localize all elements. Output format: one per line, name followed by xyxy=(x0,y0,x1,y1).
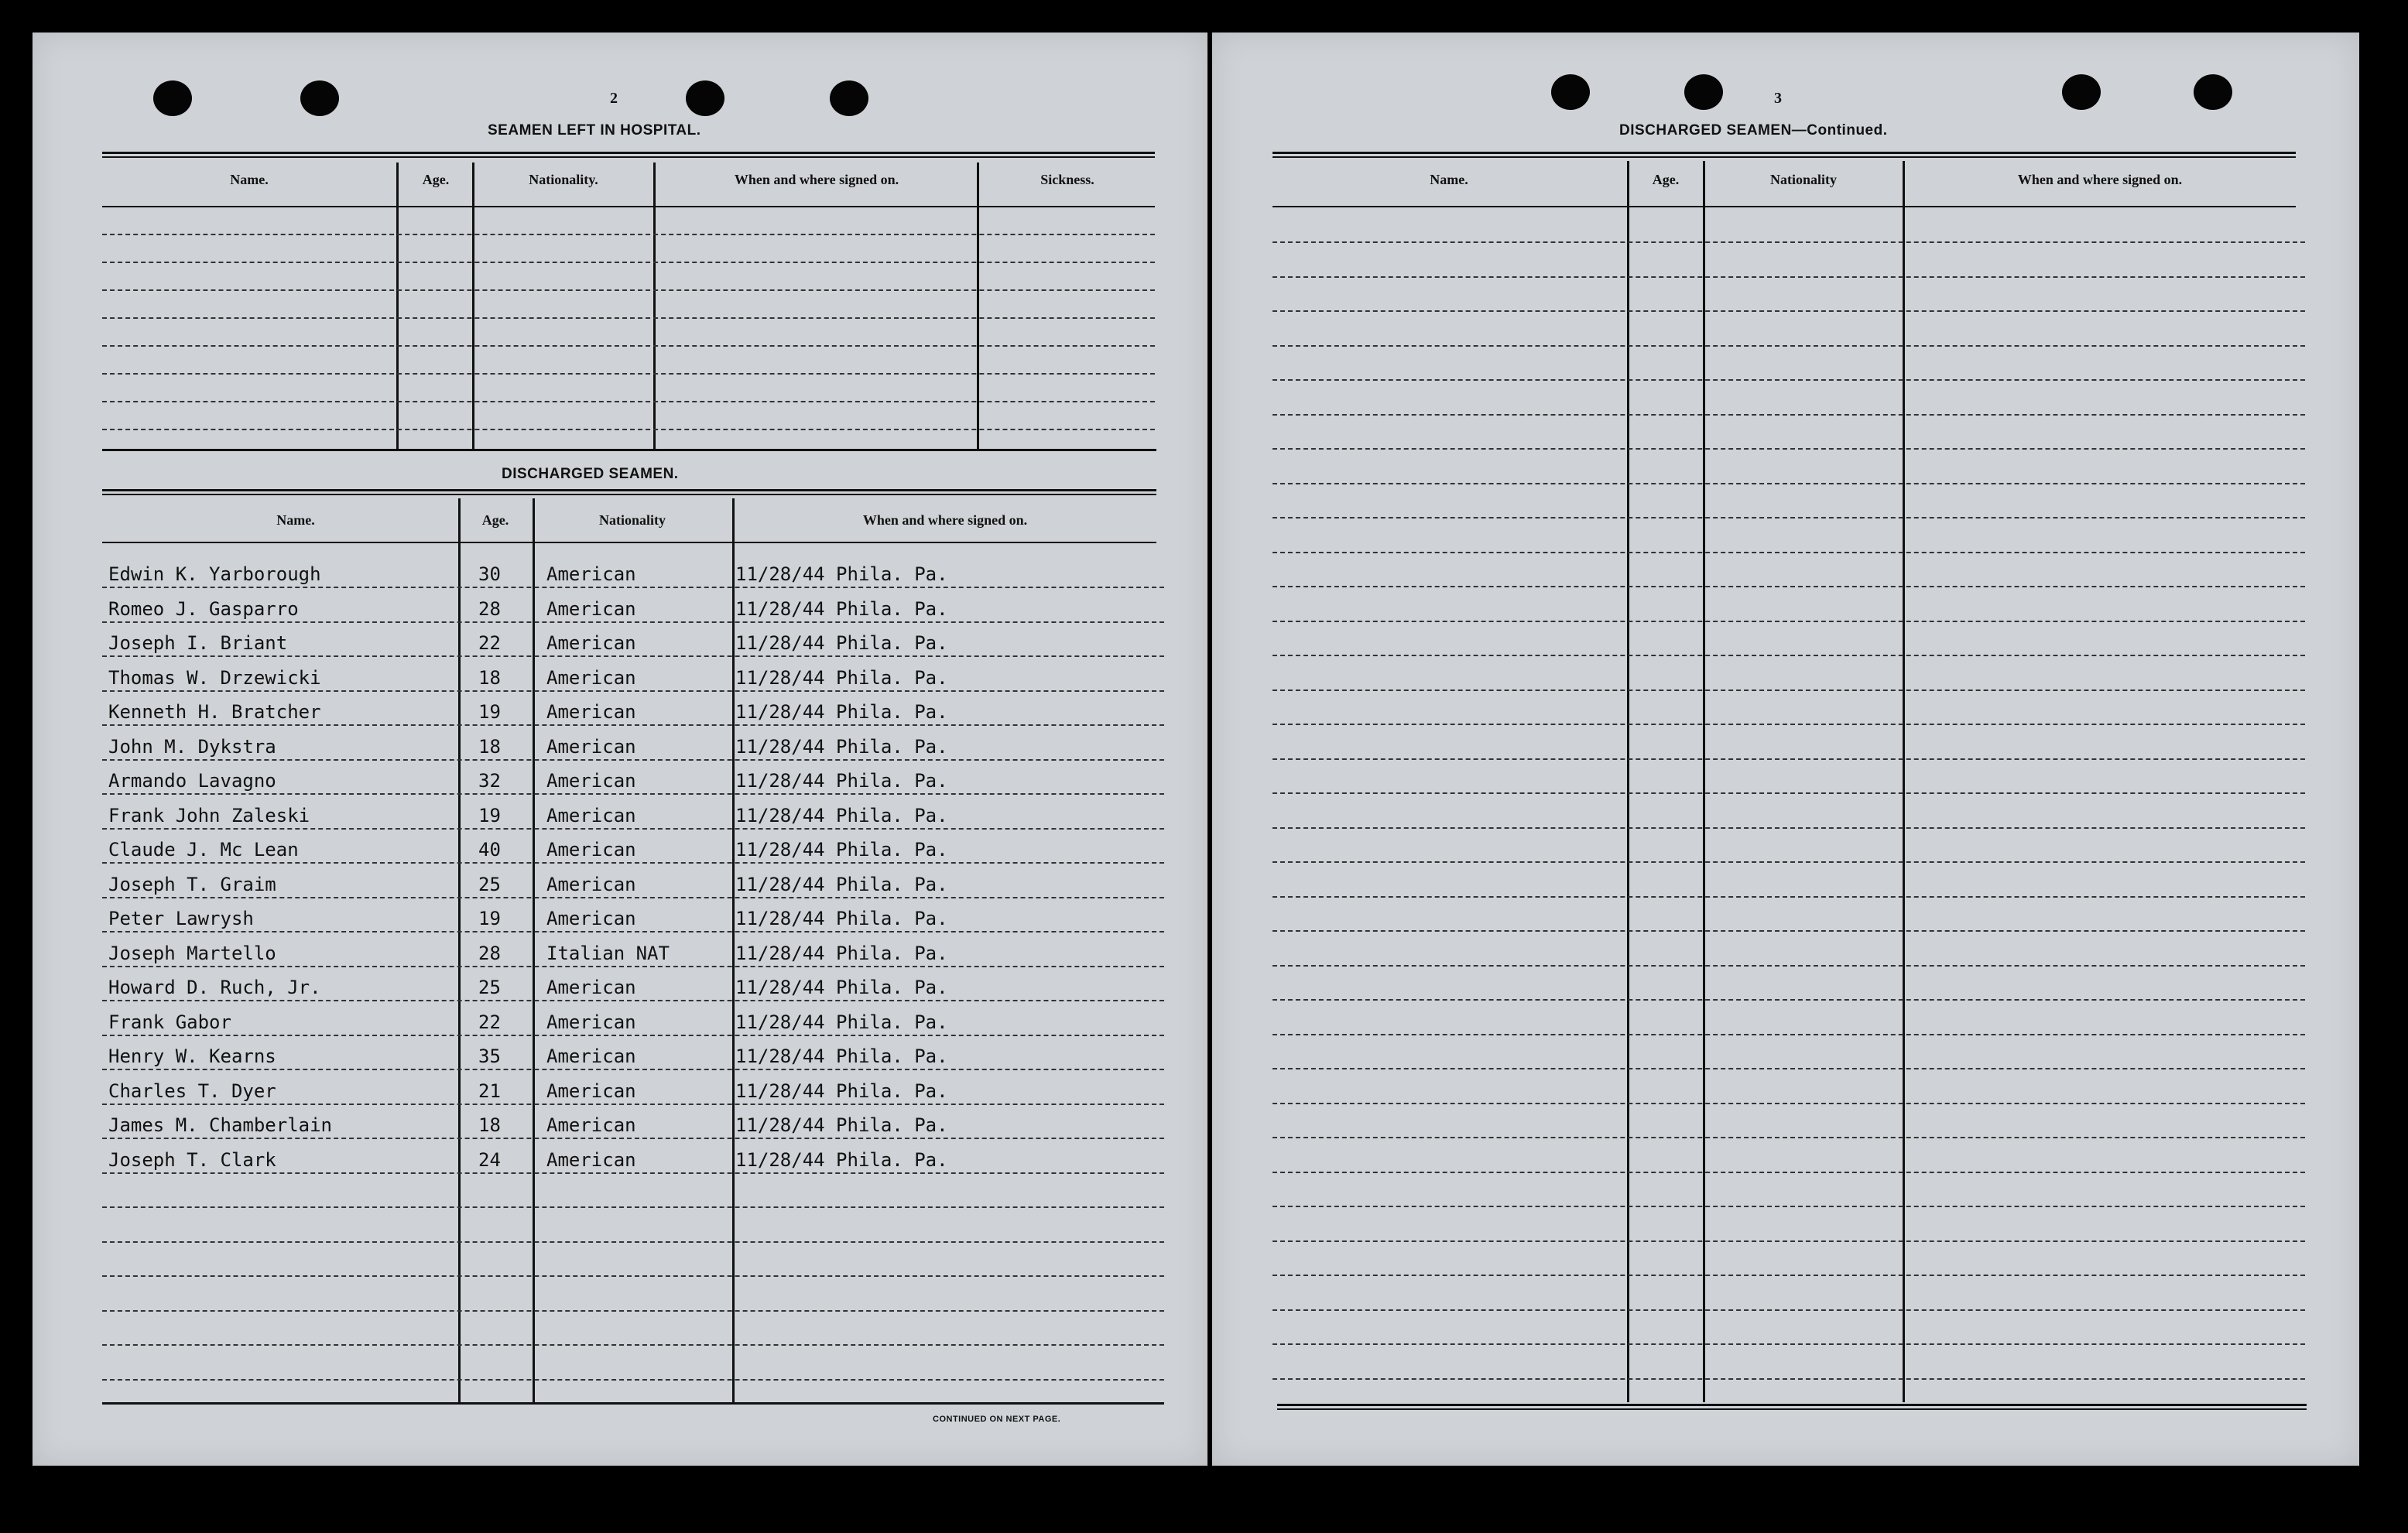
seaman-signed-on: 11/28/44 Phila. Pa. xyxy=(735,908,948,929)
seaman-signed-on: 11/28/44 Phila. Pa. xyxy=(735,942,948,964)
col-header-name: Name. xyxy=(230,172,269,187)
seaman-signed-on: 11/28/44 Phila. Pa. xyxy=(735,873,948,895)
punch-hole xyxy=(153,80,192,116)
seaman-signed-on: 11/28/44 Phila. Pa. xyxy=(735,701,948,723)
top-rule xyxy=(1273,152,2296,154)
ruled-line xyxy=(1273,1103,2305,1104)
punch-hole xyxy=(2194,74,2232,110)
ruled-line xyxy=(1273,586,2305,587)
ruled-line xyxy=(1273,861,2305,863)
ruled-line xyxy=(1273,517,2305,518)
col-header-nationality: Nationality xyxy=(598,512,666,528)
seaman-nationality: American xyxy=(546,839,636,861)
column-divider xyxy=(396,163,399,449)
ruled-line xyxy=(102,621,1164,623)
ruled-line xyxy=(1273,621,2305,622)
seaman-nationality: American xyxy=(546,908,636,929)
ruled-line xyxy=(102,234,1155,235)
col-header-signed-on: When and where signed on. xyxy=(734,172,899,187)
ruled-line xyxy=(102,289,1155,291)
seaman-age: 32 xyxy=(478,770,501,792)
punch-hole xyxy=(686,80,724,116)
seaman-name: Charles T. Dyer xyxy=(108,1080,276,1102)
ruled-line xyxy=(102,345,1155,347)
bottom-rule xyxy=(1277,1408,2307,1410)
punch-hole xyxy=(1551,74,1590,110)
left-page xyxy=(33,33,1207,1466)
ruled-line xyxy=(1273,1206,2305,1207)
ruled-line xyxy=(102,1241,1164,1243)
seaman-name: Thomas W. Drzewicki xyxy=(108,666,321,689)
ruled-line xyxy=(1273,345,2305,347)
ruled-line xyxy=(102,793,1164,795)
ruled-line xyxy=(102,1035,1164,1036)
seaman-nationality: American xyxy=(546,632,636,654)
ruled-line xyxy=(102,1379,1164,1381)
col-header-sickness: Sickness. xyxy=(1040,172,1094,187)
seaman-signed-on: 11/28/44 Phila. Pa. xyxy=(735,1148,948,1171)
punch-hole xyxy=(1684,74,1723,110)
ruled-line xyxy=(102,690,1164,692)
seaman-signed-on: 11/28/44 Phila. Pa. xyxy=(735,804,948,826)
seaman-name: James M. Chamberlain xyxy=(108,1114,332,1136)
ruled-line xyxy=(1273,1275,2305,1276)
seaman-age: 28 xyxy=(478,942,501,964)
ruled-line xyxy=(1273,965,2305,967)
seaman-name: Peter Lawrysh xyxy=(108,908,254,929)
seaman-name: Joseph Martello xyxy=(108,942,276,964)
ruled-line xyxy=(1273,1034,2305,1035)
ruled-line xyxy=(102,1069,1164,1070)
ruled-line xyxy=(1273,1068,2305,1069)
col-header-age: Age. xyxy=(422,172,450,187)
seaman-age: 28 xyxy=(478,597,501,620)
seaman-age: 25 xyxy=(478,977,501,998)
ruled-line xyxy=(102,373,1155,375)
seaman-age: 40 xyxy=(478,839,501,861)
ruled-line xyxy=(1273,724,2305,725)
ruled-line xyxy=(102,1104,1164,1105)
seaman-signed-on: 11/28/44 Phila. Pa. xyxy=(735,839,948,861)
seaman-name: Frank Gabor xyxy=(108,1011,231,1033)
ruled-line xyxy=(1273,1378,2305,1380)
section-rule xyxy=(102,489,1156,491)
col-header-name: Name. xyxy=(1430,172,1468,187)
column-divider xyxy=(1903,161,1905,1402)
ruled-line xyxy=(102,1172,1164,1174)
seaman-nationality: American xyxy=(546,977,636,998)
column-divider xyxy=(533,498,535,1402)
seaman-name: Frank John Zaleski xyxy=(108,804,310,826)
ruled-line xyxy=(102,724,1164,726)
section-title-hospital: SEAMEN LEFT IN HOSPITAL. xyxy=(488,122,701,139)
ruled-line xyxy=(102,1206,1164,1208)
col-header-name: Name. xyxy=(276,512,315,528)
seaman-age: 25 xyxy=(478,873,501,895)
seaman-age: 30 xyxy=(478,563,501,585)
right-page xyxy=(1212,33,2359,1466)
seaman-nationality: American xyxy=(546,701,636,723)
ruled-line xyxy=(1273,1309,2305,1311)
seaman-nationality: American xyxy=(546,1011,636,1033)
seaman-signed-on: 11/28/44 Phila. Pa. xyxy=(735,770,948,792)
seaman-age: 18 xyxy=(478,666,501,689)
ruled-line xyxy=(1273,1343,2305,1345)
seaman-age: 35 xyxy=(478,1045,501,1067)
col-header-nationality: Nationality xyxy=(1769,172,1837,187)
col-header-signed-on: When and where signed on. xyxy=(2017,172,2183,187)
seaman-nationality: American xyxy=(546,1148,636,1171)
ruled-line xyxy=(1273,930,2305,932)
seaman-nationality: American xyxy=(546,1045,636,1067)
seaman-name: Claude J. Mc Lean xyxy=(108,839,299,861)
ruled-line xyxy=(102,828,1164,830)
page-number: 3 xyxy=(1774,90,1782,107)
seaman-age: 18 xyxy=(478,735,501,758)
seaman-signed-on: 11/28/44 Phila. Pa. xyxy=(735,563,948,585)
continued-note: CONTINUED ON NEXT PAGE. xyxy=(933,1415,1061,1424)
ruled-line xyxy=(102,966,1164,967)
ruled-line xyxy=(1273,655,2305,656)
seaman-nationality: American xyxy=(546,1080,636,1102)
ruled-line xyxy=(1273,379,2305,381)
seaman-signed-on: 11/28/44 Phila. Pa. xyxy=(735,977,948,998)
section-title-discharged: DISCHARGED SEAMEN. xyxy=(502,466,679,482)
seaman-signed-on: 11/28/44 Phila. Pa. xyxy=(735,1114,948,1136)
ruled-line xyxy=(102,1344,1164,1346)
top-rule xyxy=(102,152,1155,154)
ruled-line xyxy=(102,587,1164,588)
ruled-line xyxy=(1273,999,2305,1001)
seaman-signed-on: 11/28/44 Phila. Pa. xyxy=(735,735,948,758)
seaman-name: Armando Lavagno xyxy=(108,770,276,792)
seaman-signed-on: 11/28/44 Phila. Pa. xyxy=(735,1080,948,1102)
seaman-signed-on: 11/28/44 Phila. Pa. xyxy=(735,666,948,689)
seaman-nationality: Italian NAT xyxy=(546,942,670,964)
top-rule xyxy=(1273,156,2296,158)
ruled-line xyxy=(1273,414,2305,416)
ruled-line xyxy=(1273,448,2305,450)
page-number: 2 xyxy=(610,90,618,107)
col-header-age: Age. xyxy=(1652,172,1680,187)
ruled-line xyxy=(1273,276,2305,278)
seaman-signed-on: 11/28/44 Phila. Pa. xyxy=(735,1045,948,1067)
seaman-nationality: American xyxy=(546,666,636,689)
ruled-line xyxy=(102,1310,1164,1312)
bottom-rule xyxy=(102,449,1156,451)
seaman-nationality: American xyxy=(546,563,636,585)
bottom-rule xyxy=(1277,1404,2307,1406)
seaman-age: 19 xyxy=(478,804,501,826)
seaman-age: 22 xyxy=(478,632,501,654)
ruled-line xyxy=(102,429,1155,430)
col-header-nationality: Nationality. xyxy=(529,172,598,187)
column-divider xyxy=(732,498,735,1402)
bottom-rule xyxy=(102,1402,1164,1405)
section-rule xyxy=(102,494,1156,495)
ruled-line xyxy=(1273,1137,2305,1138)
column-divider xyxy=(472,163,474,449)
seaman-signed-on: 11/28/44 Phila. Pa. xyxy=(735,632,948,654)
seaman-age: 24 xyxy=(478,1148,501,1171)
col-header-signed-on: When and where signed on. xyxy=(862,512,1028,528)
column-divider xyxy=(1627,161,1629,1402)
ruled-line xyxy=(1273,896,2305,898)
seaman-age: 22 xyxy=(478,1011,501,1033)
ruled-line xyxy=(102,262,1155,263)
seaman-name: John M. Dykstra xyxy=(108,735,276,758)
seaman-name: Joseph I. Briant xyxy=(108,632,288,654)
seaman-signed-on: 11/28/44 Phila. Pa. xyxy=(735,1011,948,1033)
punch-hole xyxy=(830,80,868,116)
seaman-age: 19 xyxy=(478,701,501,723)
ruled-line xyxy=(102,759,1164,761)
ruled-line xyxy=(1273,690,2305,691)
seaman-nationality: American xyxy=(546,804,636,826)
section-title-continued: DISCHARGED SEAMEN—Continued. xyxy=(1619,122,1888,139)
ruled-line xyxy=(1273,758,2305,760)
ruled-line xyxy=(1273,1240,2305,1242)
seaman-age: 18 xyxy=(478,1114,501,1136)
ruled-line xyxy=(102,931,1164,932)
header-rule xyxy=(1273,206,2296,207)
punch-hole xyxy=(2062,74,2101,110)
column-divider xyxy=(1703,161,1705,1402)
ruled-line xyxy=(1273,827,2305,829)
header-rule xyxy=(102,206,1155,207)
seaman-name: Joseph T. Graim xyxy=(108,873,276,895)
seaman-name: Romeo J. Gasparro xyxy=(108,597,299,620)
seaman-nationality: American xyxy=(546,873,636,895)
header-rule xyxy=(102,542,1156,543)
ruled-line xyxy=(1273,241,2305,243)
ruled-line xyxy=(102,1138,1164,1139)
ruled-line xyxy=(1273,1172,2305,1173)
ruled-line xyxy=(1273,792,2305,794)
ruled-line xyxy=(102,1275,1164,1277)
seaman-nationality: American xyxy=(546,735,636,758)
ruled-line xyxy=(102,655,1164,657)
seaman-nationality: American xyxy=(546,597,636,620)
column-divider xyxy=(653,163,656,449)
seaman-name: Kenneth H. Bratcher xyxy=(108,701,321,723)
ruled-line xyxy=(1273,552,2305,553)
col-header-age: Age. xyxy=(481,512,509,528)
column-divider xyxy=(977,163,979,449)
seaman-name: Howard D. Ruch, Jr. xyxy=(108,977,321,998)
seaman-nationality: American xyxy=(546,770,636,792)
ruled-line xyxy=(1273,310,2305,312)
seaman-nationality: American xyxy=(546,1114,636,1136)
ruled-line xyxy=(102,317,1155,319)
ruled-line xyxy=(1273,483,2305,484)
ruled-line xyxy=(102,401,1155,402)
top-rule xyxy=(102,156,1155,158)
ruled-line xyxy=(102,1000,1164,1001)
ruled-line xyxy=(102,862,1164,864)
seaman-age: 21 xyxy=(478,1080,501,1102)
seaman-name: Joseph T. Clark xyxy=(108,1148,276,1171)
seaman-name: Henry W. Kearns xyxy=(108,1045,276,1067)
seaman-name: Edwin K. Yarborough xyxy=(108,563,321,585)
ruled-line xyxy=(102,897,1164,898)
seaman-signed-on: 11/28/44 Phila. Pa. xyxy=(735,597,948,620)
seaman-age: 19 xyxy=(478,908,501,929)
column-divider xyxy=(458,498,461,1402)
punch-hole xyxy=(300,80,339,116)
